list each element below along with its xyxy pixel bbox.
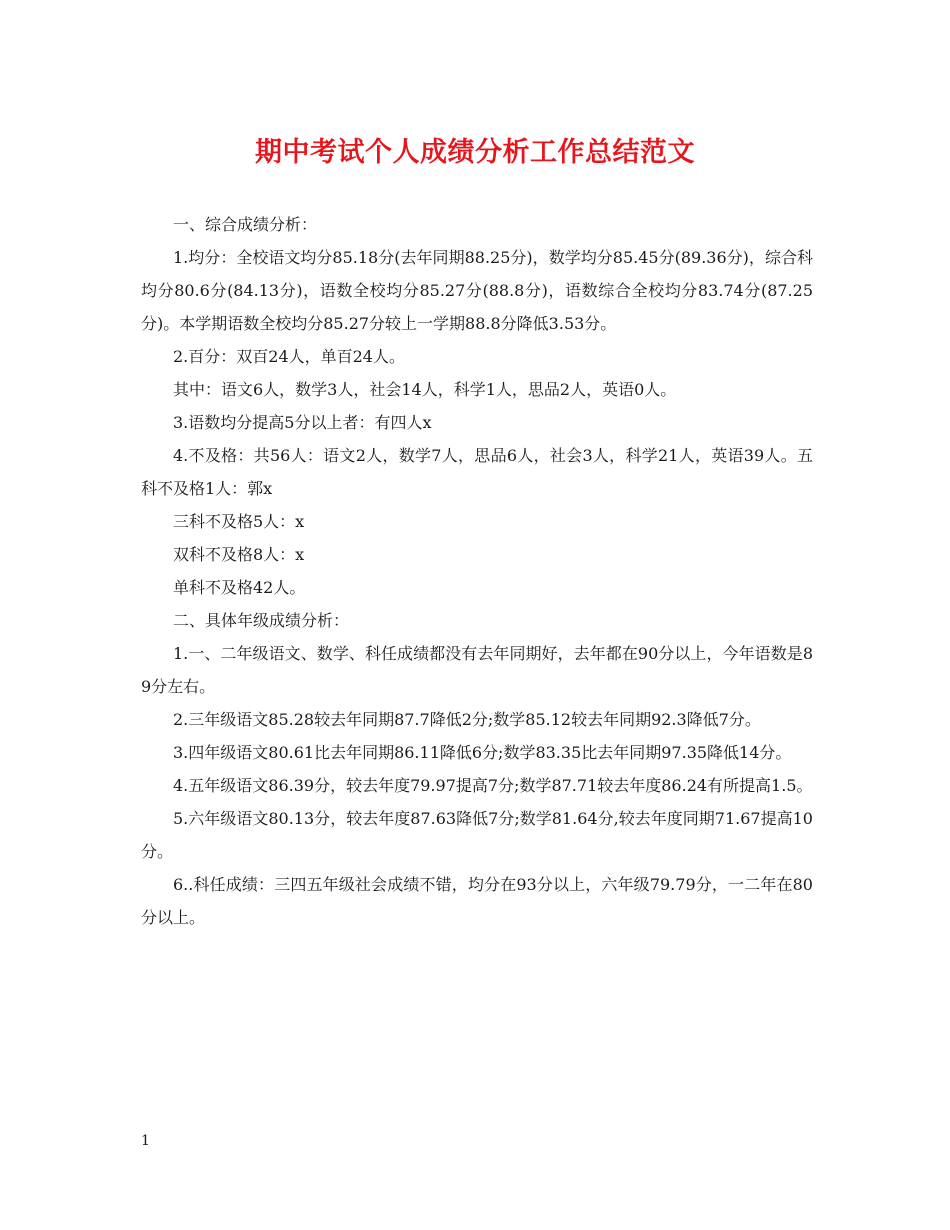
paragraph: 双科不及格8人：x — [173, 545, 305, 564]
paragraph: 其中：语文6人，数学3人，社会14人，科学1人，思品2人，英语0人。 — [173, 380, 677, 399]
document-title: 期中考试个人成绩分析工作总结范文 — [255, 137, 695, 168]
paragraph: 一、综合成绩分析： — [173, 215, 318, 234]
paragraph: 二、具体年级成绩分析： — [173, 611, 350, 630]
paragraph: 3.四年级语文80.61比去年同期86.11降低6分;数学83.35比去年同期97.35降低14分。 — [173, 743, 792, 762]
paragraph: 5.六年级语文80.13分，较去年度87.63降低7分;数学81.64分,较去年度同期71.67提高10分。 — [141, 809, 813, 861]
document-body — [141, 208, 813, 934]
paragraph: 3.语数均分提高5分以上者：有四人x — [173, 413, 432, 432]
paragraph: 4.五年级语文86.39分，较去年度79.97提高7分;数学87.71较去年度86.24有所提高1.5。 — [173, 776, 813, 795]
paragraph: 6..科任成绩：三四五年级社会成绩不错，均分在93分以上，六年级79.79分，一二年在80分以上。 — [141, 875, 813, 927]
paragraph: 单科不及格42人。 — [173, 578, 306, 597]
paragraph: 1.均分：全校语文均分85.18分(去年同期88.25分)，数学均分85.45分(89.36分)，综合科均分80.6分(84.13分)，语数全校均分85.27分(88.8分)，语数综合全校均分83.74分(87.25分)。本学期语数全校均分85.27分较上一学期88.8分降低3.53分。 — [141, 248, 813, 333]
page-number: 1 — [141, 1133, 150, 1149]
paragraph: 2.三年级语文85.28较去年同期87.7降低2分;数学85.12较去年同期92.3降低7分。 — [173, 710, 761, 729]
paragraph: 三科不及格5人：x — [173, 512, 305, 531]
paragraph: 2.百分：双百24人，单百24人。 — [173, 347, 405, 366]
paragraph: 4.不及格：共56人：语文2人，数学7人，思品6人，社会3人，科学21人，英语39人。五科不及格1人：郭x — [141, 446, 813, 498]
paragraph: 1.一、二年级语文、数学、科任成绩都没有去年同期好，去年都在90分以上，今年语数是89分左右。 — [141, 644, 813, 696]
